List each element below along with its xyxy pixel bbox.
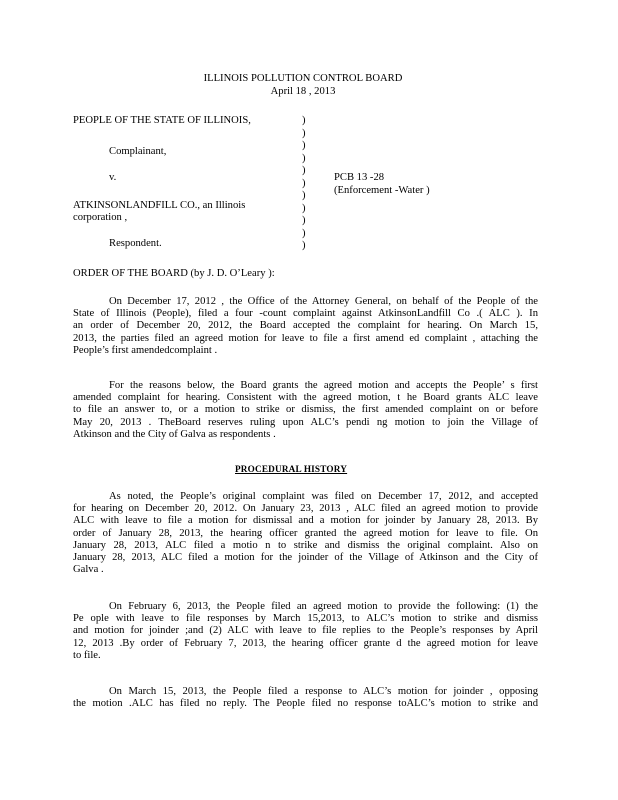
caption-versus: v. xyxy=(109,172,117,183)
paragraph-line: January 28, 2013, ALC filed a motion for the joinder of the Village of Atkinson and the City of xyxy=(73,552,538,564)
paragraph-line: For the reasons below, the Board grants the agreed motion and accepts the People’ s first xyxy=(109,380,538,391)
paragraph-line: amended complaint for hearing. Consistent with the agreed motion, t he Board grants ALC leave xyxy=(73,392,538,404)
case-type: (Enforcement -Water ) xyxy=(334,185,430,196)
paragraph-line: order of January 28, 2013, the hearing officer granted the agreed motion for leave to file. On xyxy=(73,527,538,539)
paren: ) xyxy=(302,227,306,239)
paragraph-line: to file. xyxy=(73,649,101,661)
paren: ) xyxy=(302,140,306,151)
caption-paren-column xyxy=(302,115,310,253)
caption-party-atkinson-cont: corporation , xyxy=(73,212,128,223)
paren: ) xyxy=(302,177,306,189)
paren: ) xyxy=(302,240,306,251)
paragraph-1 xyxy=(73,296,538,357)
paragraph-line: People’s first amendedcomplaint . xyxy=(73,344,218,356)
paragraph-line: State of Illinois (People), filed a four -count complaint against AtkinsonLandfill Co .( ALC ). In xyxy=(73,308,538,320)
paragraph-line: Galva . xyxy=(73,564,104,576)
paragraph-line: As noted, the People’s original complaint was filed on December 17, 2012, and accepted xyxy=(109,491,538,502)
board-title: ILLINOIS POLLUTION CONTROL BOARD xyxy=(203,73,403,84)
paragraph-line: the motion .ALC has filed no reply. The People filed no response toALC’s motion to strike and xyxy=(73,698,538,710)
paren: ) xyxy=(302,127,306,139)
order-date: April 18 , 2013 xyxy=(270,86,336,97)
order-line: ORDER OF THE BOARD (by J. D. O’Leary ): xyxy=(73,268,275,279)
paren: ) xyxy=(302,152,306,164)
section-heading: PROCEDURAL HISTORY xyxy=(235,464,348,474)
caption-role-respondent: Respondent. xyxy=(109,238,162,249)
paragraph-line: an order of December 20, 2012, the Board accepted the complaint for hearing. On March 15, xyxy=(73,320,538,332)
caption-role-complainant: Complainant, xyxy=(109,146,167,157)
paragraph-line: 2013, the parties filed an agreed motion for leave to file a first amend ed complaint , attaching the xyxy=(73,332,538,344)
caption-party-atkinson: ATKINSONLANDFILL CO., an Illinois xyxy=(73,200,246,211)
paragraph-line: Pe ople with leave to file responses by March 15,2013, to ALC’s motion to strike and dismiss xyxy=(73,613,538,625)
paragraph-line: On December 17, 2012 , the Office of the Attorney General, on behalf of the People of the xyxy=(109,296,538,307)
paragraph-5 xyxy=(73,686,538,710)
paragraph-line: January 28, 2013, ALC filed a motio n to strike and dismiss the original complaint. Also on xyxy=(73,539,538,551)
paragraph-line: to file an answer to, or a motion to strike or dismiss, the first amended complaint on or before xyxy=(73,404,538,416)
paragraph-4 xyxy=(73,601,538,662)
caption-party-people: PEOPLE OF THE STATE OF ILLINOIS, xyxy=(73,115,251,126)
paragraph-line: 12, 2013 .By order of February 7, 2013, the hearing officer grante d the agreed motion for leave xyxy=(73,637,538,649)
paragraph-2 xyxy=(73,380,538,441)
paragraph-line: On March 15, 2013, the People filed a response to ALC’s motion for joinder , opposing xyxy=(109,686,538,697)
paragraph-3 xyxy=(73,491,538,576)
paragraph-line: for hearing on December 20, 2012. On January 23, 2013 , ALC filed an agreed motion to provide xyxy=(73,503,538,515)
paren: ) xyxy=(302,165,306,176)
paragraph-line: On February 6, 2013, the People filed an agreed motion to provide the following: (1) the xyxy=(109,601,538,612)
paragraph-line: ALC with leave to file a motion for dismissal and a motion for joinder by January 28, 2013. By xyxy=(73,515,538,527)
paragraph-line: Atkinson and the City of Galva as respondents . xyxy=(73,428,276,440)
paren: ) xyxy=(302,115,306,126)
paren: ) xyxy=(302,202,306,214)
paren: ) xyxy=(302,215,306,226)
paren: ) xyxy=(302,190,306,201)
paragraph-line: May 20, 2013 . TheBoard reserves ruling upon ALC’s pendi ng motion to join the Village of xyxy=(73,416,538,428)
case-number: PCB 13 -28 xyxy=(334,172,385,183)
paragraph-line: and motion for joinder ;and (2) ALC with leave to file replies to the People’s responses by April xyxy=(73,625,538,637)
